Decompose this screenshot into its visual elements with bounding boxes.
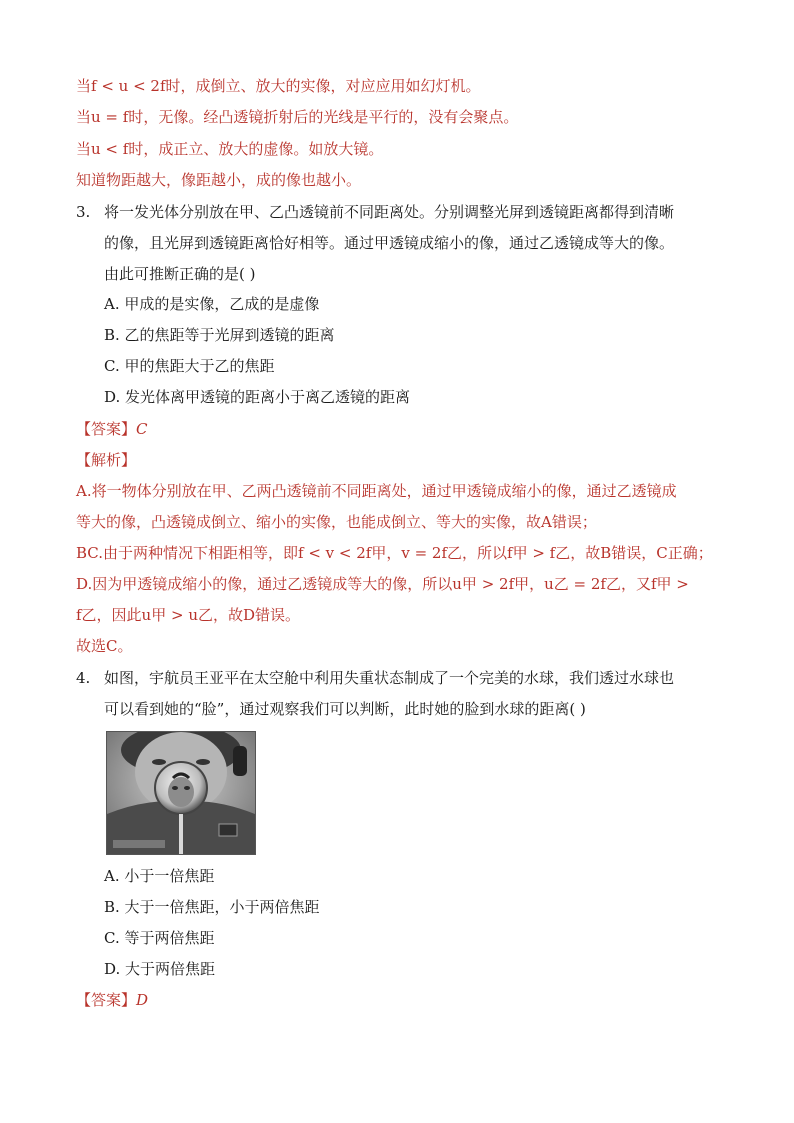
astronaut-water-ball-photo: [106, 731, 256, 855]
question-3-analysis-label: 【解析】: [76, 451, 137, 469]
question-3-stem-line-1: 将一发光体分别放在甲、乙凸透镜前不同距离处。分别调整光屏到透镜距离都得到清晰: [104, 203, 675, 221]
question-4-answer: [76, 990, 148, 1010]
question-4-option-b: B. 大于一倍焦距，小于两倍焦距: [104, 898, 320, 916]
analysis-line-3: BC.由于两种情况下相距相等，即f < v < 2f甲，v = 2f乙，所以f甲 > f乙，故B错误，C正确；: [76, 544, 713, 562]
question-4-option-d: D. 大于两倍焦距: [104, 960, 216, 978]
analysis-line-1: A.将一物体分别放在甲、乙两凸透镜前不同距离处，通过甲透镜成缩小的像，通过乙透镜成: [76, 482, 677, 500]
analysis-line-4: D.因为甲透镜成缩小的像，通过乙透镜成等大的像，所以u甲 > 2f甲，u乙 = 2f乙，又f甲 >: [76, 575, 689, 593]
question-3-option-c: C. 甲的焦距大于乙的焦距: [104, 357, 275, 375]
question-4-stem-line-2: 可以看到她的“脸”，通过观察我们可以判断，此时她的脸到水球的距离( ): [104, 700, 586, 718]
question-3-option-b: B. 乙的焦距等于光屏到透镜的距离: [104, 326, 335, 344]
analysis-line-6: 故选C。: [76, 637, 133, 655]
question-3-option-d: D. 发光体离甲透镜的距离小于离乙透镜的距离: [104, 388, 411, 406]
answer-label: 【答案】: [76, 991, 137, 1009]
intro-line-3: 当u < f时，成正立、放大的虚像。如放大镜。: [76, 140, 384, 158]
astronaut-water-ball-illustration: [107, 732, 255, 854]
answer-label: 【答案】: [76, 420, 137, 438]
question-4-number: 4.: [76, 669, 91, 687]
answer-value: D: [136, 991, 149, 1009]
intro-line-4: 知道物距越大，像距越小，成的像也越小。: [76, 171, 362, 189]
answer-value: C: [136, 420, 148, 438]
question-3-option-a: A. 甲成的是实像，乙成的是虚像: [104, 295, 320, 313]
analysis-line-2: 等大的像，凸透镜成倒立、缩小的实像，也能成倒立、等大的实像，故A错误；: [76, 513, 597, 531]
question-4-stem-line-1: 如图，宇航员王亚平在太空舱中利用失重状态制成了一个完美的水球，我们透过水球也: [104, 669, 675, 687]
question-3-stem-line-2: 的像，且光屏到透镜距离恰好相等。通过甲透镜成缩小的像，通过乙透镜成等大的像。: [104, 234, 675, 252]
question-3-number: 3.: [76, 203, 91, 221]
question-4-option-c: C. 等于两倍焦距: [104, 929, 215, 947]
intro-line-2: 当u = f时，无像。经凸透镜折射后的光线是平行的，没有会聚点。: [76, 108, 519, 126]
analysis-line-5: f乙，因此u甲 > u乙，故D错误。: [76, 606, 301, 624]
question-3-stem-line-3: 由此可推断正确的是( ): [104, 265, 256, 283]
intro-line-1: 当f < u < 2f时，成倒立、放大的实像，对应应用如幻灯机。: [76, 77, 481, 95]
question-4-option-a: A. 小于一倍焦距: [104, 867, 215, 885]
question-3-answer: [76, 419, 148, 439]
